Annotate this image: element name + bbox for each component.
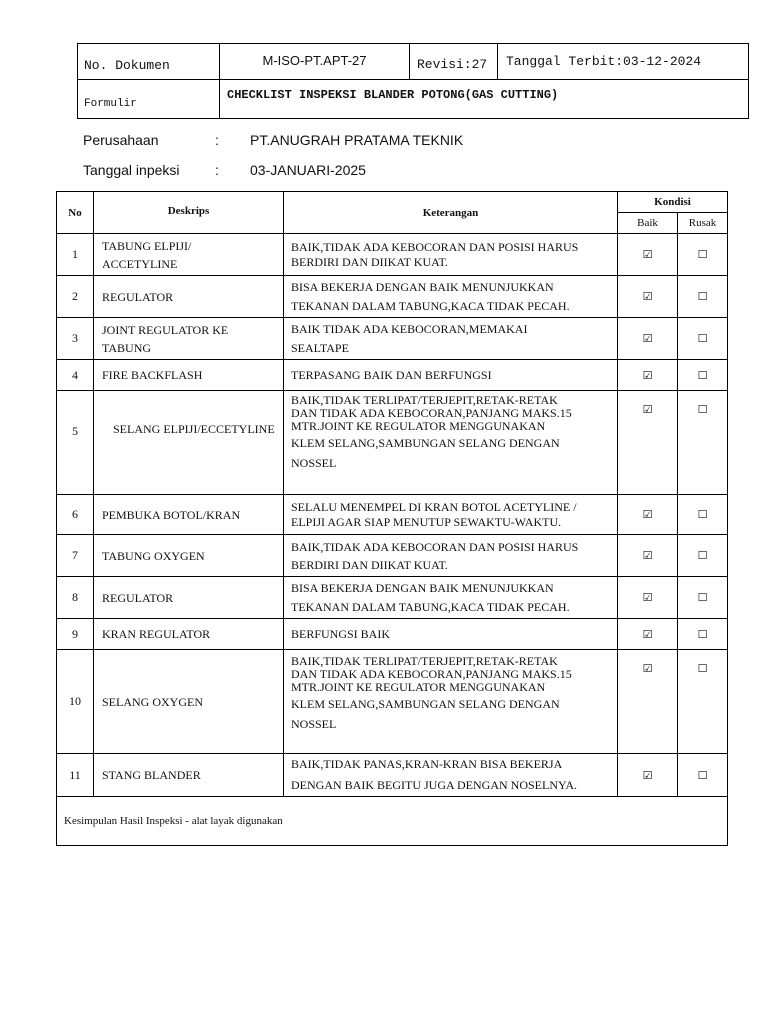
broken-checkbox[interactable]: ☐ (678, 234, 728, 276)
column-no: No (57, 192, 94, 234)
form-label: Formulir (78, 80, 220, 119)
row-note: TERPASANG BAIK DAN BERFUNGSI (284, 360, 618, 391)
broken-checkbox[interactable]: ☐ (678, 495, 728, 535)
good-checkbox[interactable]: ☑ (618, 318, 678, 360)
company-separator: : (215, 132, 219, 148)
broken-checkbox[interactable]: ☐ (678, 619, 728, 650)
inspection-date-separator: : (215, 162, 219, 178)
row-description: STANG BLANDER (94, 754, 284, 797)
row-number: 8 (57, 577, 94, 619)
good-checkbox[interactable]: ☑ (618, 619, 678, 650)
table-row (57, 577, 728, 619)
row-note: BAIK,TIDAK ADA KEBOCORAN DAN POSISI HARUS BERDIRI DAN DIIKAT KUAT. (284, 234, 618, 276)
row-note: BISA BEKERJA DENGAN BAIK MENUNJUKKAN TEKANAN DALAM TABUNG,KACA TIDAK PECAH. (284, 276, 618, 318)
row-number: 1 (57, 234, 94, 276)
good-checkbox[interactable]: ☑ (618, 234, 678, 276)
broken-checkbox[interactable]: ☐ (678, 650, 728, 754)
row-description: REGULATOR (94, 577, 284, 619)
row-note: BAIK,TIDAK ADA KEBOCORAN DAN POSISI HARUS BERDIRI DAN DIIKAT KUAT. (284, 535, 618, 577)
row-number: 9 (57, 619, 94, 650)
good-checkbox[interactable]: ☑ (618, 495, 678, 535)
table-row (57, 535, 728, 577)
doc-number-label: No. Dokumen (78, 44, 220, 80)
table-row (57, 619, 728, 650)
row-description: FIRE BACKFLASH (94, 360, 284, 391)
row-number: 4 (57, 360, 94, 391)
good-checkbox[interactable]: ☑ (618, 276, 678, 318)
broken-checkbox[interactable]: ☐ (678, 360, 728, 391)
table-row (57, 650, 728, 754)
row-description: JOINT REGULATOR KE TABUNG (94, 318, 284, 360)
good-checkbox[interactable]: ☑ (618, 360, 678, 391)
document-header (77, 43, 749, 119)
good-checkbox[interactable]: ☑ (618, 650, 678, 754)
column-good: Baik (618, 213, 678, 234)
row-description: TABUNG ELPIJI/ ACCETYLINE (94, 234, 284, 276)
good-checkbox[interactable]: ☑ (618, 754, 678, 797)
row-note: BAIK TIDAK ADA KEBOCORAN,MEMAKAI SEALTAPE (284, 318, 618, 360)
inspection-date-value: 03-JANUARI-2025 (250, 162, 366, 178)
conclusion-row (57, 797, 728, 846)
row-description: SELANG ELPIJI/ECCETYLINE (94, 391, 284, 495)
row-description: KRAN REGULATOR (94, 619, 284, 650)
column-condition: Kondisi (618, 192, 728, 213)
broken-checkbox[interactable]: ☐ (678, 535, 728, 577)
row-note: SELALU MENEMPEL DI KRAN BOTOL ACETYLINE / ELPIJI AGAR SIAP MENUTUP SEWAKTU-WAKTU. (284, 495, 618, 535)
good-checkbox[interactable]: ☑ (618, 577, 678, 619)
company-value: PT.ANUGRAH PRATAMA TEKNIK (250, 132, 464, 148)
row-note: BAIK,TIDAK PANAS,KRAN-KRAN BISA BEKERJA DENGAN BAIK BEGITU JUGA DENGAN NOSELNYA. (284, 754, 618, 797)
row-note: BISA BEKERJA DENGAN BAIK MENUNJUKKAN TEKANAN DALAM TABUNG,KACA TIDAK PECAH. (284, 577, 618, 619)
good-checkbox[interactable]: ☑ (618, 391, 678, 495)
broken-checkbox[interactable]: ☐ (678, 391, 728, 495)
table-row (57, 360, 728, 391)
column-description: Deskrips (94, 192, 284, 234)
inspection-date-label: Tanggal inpeksi (83, 162, 180, 178)
table-row (57, 234, 728, 276)
row-number: 3 (57, 318, 94, 360)
table-row (57, 754, 728, 797)
table-row (57, 495, 728, 535)
row-number: 10 (57, 650, 94, 754)
row-number: 7 (57, 535, 94, 577)
broken-checkbox[interactable]: ☐ (678, 754, 728, 797)
row-number: 2 (57, 276, 94, 318)
revision: Revisi:27 (410, 44, 498, 80)
row-note: BAIK,TIDAK TERLIPAT/TERJEPIT,RETAK-RETAK DAN TIDAK ADA KEBOCORAN,PANJANG MAKS.15 MTR.JOINT KE REGULATOR MENGGUNAKAN KLEM SELANG,SAMBUNGAN SELANG DENGAN NOSSEL (284, 391, 618, 495)
broken-checkbox[interactable]: ☐ (678, 318, 728, 360)
conclusion-text: Kesimpulan Hasil Inspeksi - alat layak digunakan (57, 797, 728, 846)
column-broken: Rusak (678, 213, 728, 234)
column-note: Keterangan (284, 192, 618, 234)
company-label: Perusahaan (83, 132, 159, 148)
row-number: 6 (57, 495, 94, 535)
checklist-table (56, 191, 728, 846)
row-number: 11 (57, 754, 94, 797)
form-title: CHECKLIST INSPEKSI BLANDER POTONG(GAS CUTTING) (220, 80, 749, 119)
row-number: 5 (57, 391, 94, 495)
broken-checkbox[interactable]: ☐ (678, 276, 728, 318)
row-description: PEMBUKA BOTOL/KRAN (94, 495, 284, 535)
table-row (57, 276, 728, 318)
good-checkbox[interactable]: ☑ (618, 535, 678, 577)
row-note: BAIK,TIDAK TERLIPAT/TERJEPIT,RETAK-RETAK DAN TIDAK ADA KEBOCORAN,PANJANG MAKS.15 MTR.JOINT KE REGULATOR MENGGUNAKAN KLEM SELANG,SAMBUNGAN SELANG DENGAN NOSSEL (284, 650, 618, 754)
issue-date: Tanggal Terbit:03-12-2024 (498, 44, 749, 80)
table-row (57, 391, 728, 495)
broken-checkbox[interactable]: ☐ (678, 577, 728, 619)
row-description: SELANG OXYGEN (94, 650, 284, 754)
row-description: TABUNG OXYGEN (94, 535, 284, 577)
doc-number: M-ISO-PT.APT-27 (220, 44, 410, 80)
table-row (57, 318, 728, 360)
row-note: BERFUNGSI BAIK (284, 619, 618, 650)
row-description: REGULATOR (94, 276, 284, 318)
